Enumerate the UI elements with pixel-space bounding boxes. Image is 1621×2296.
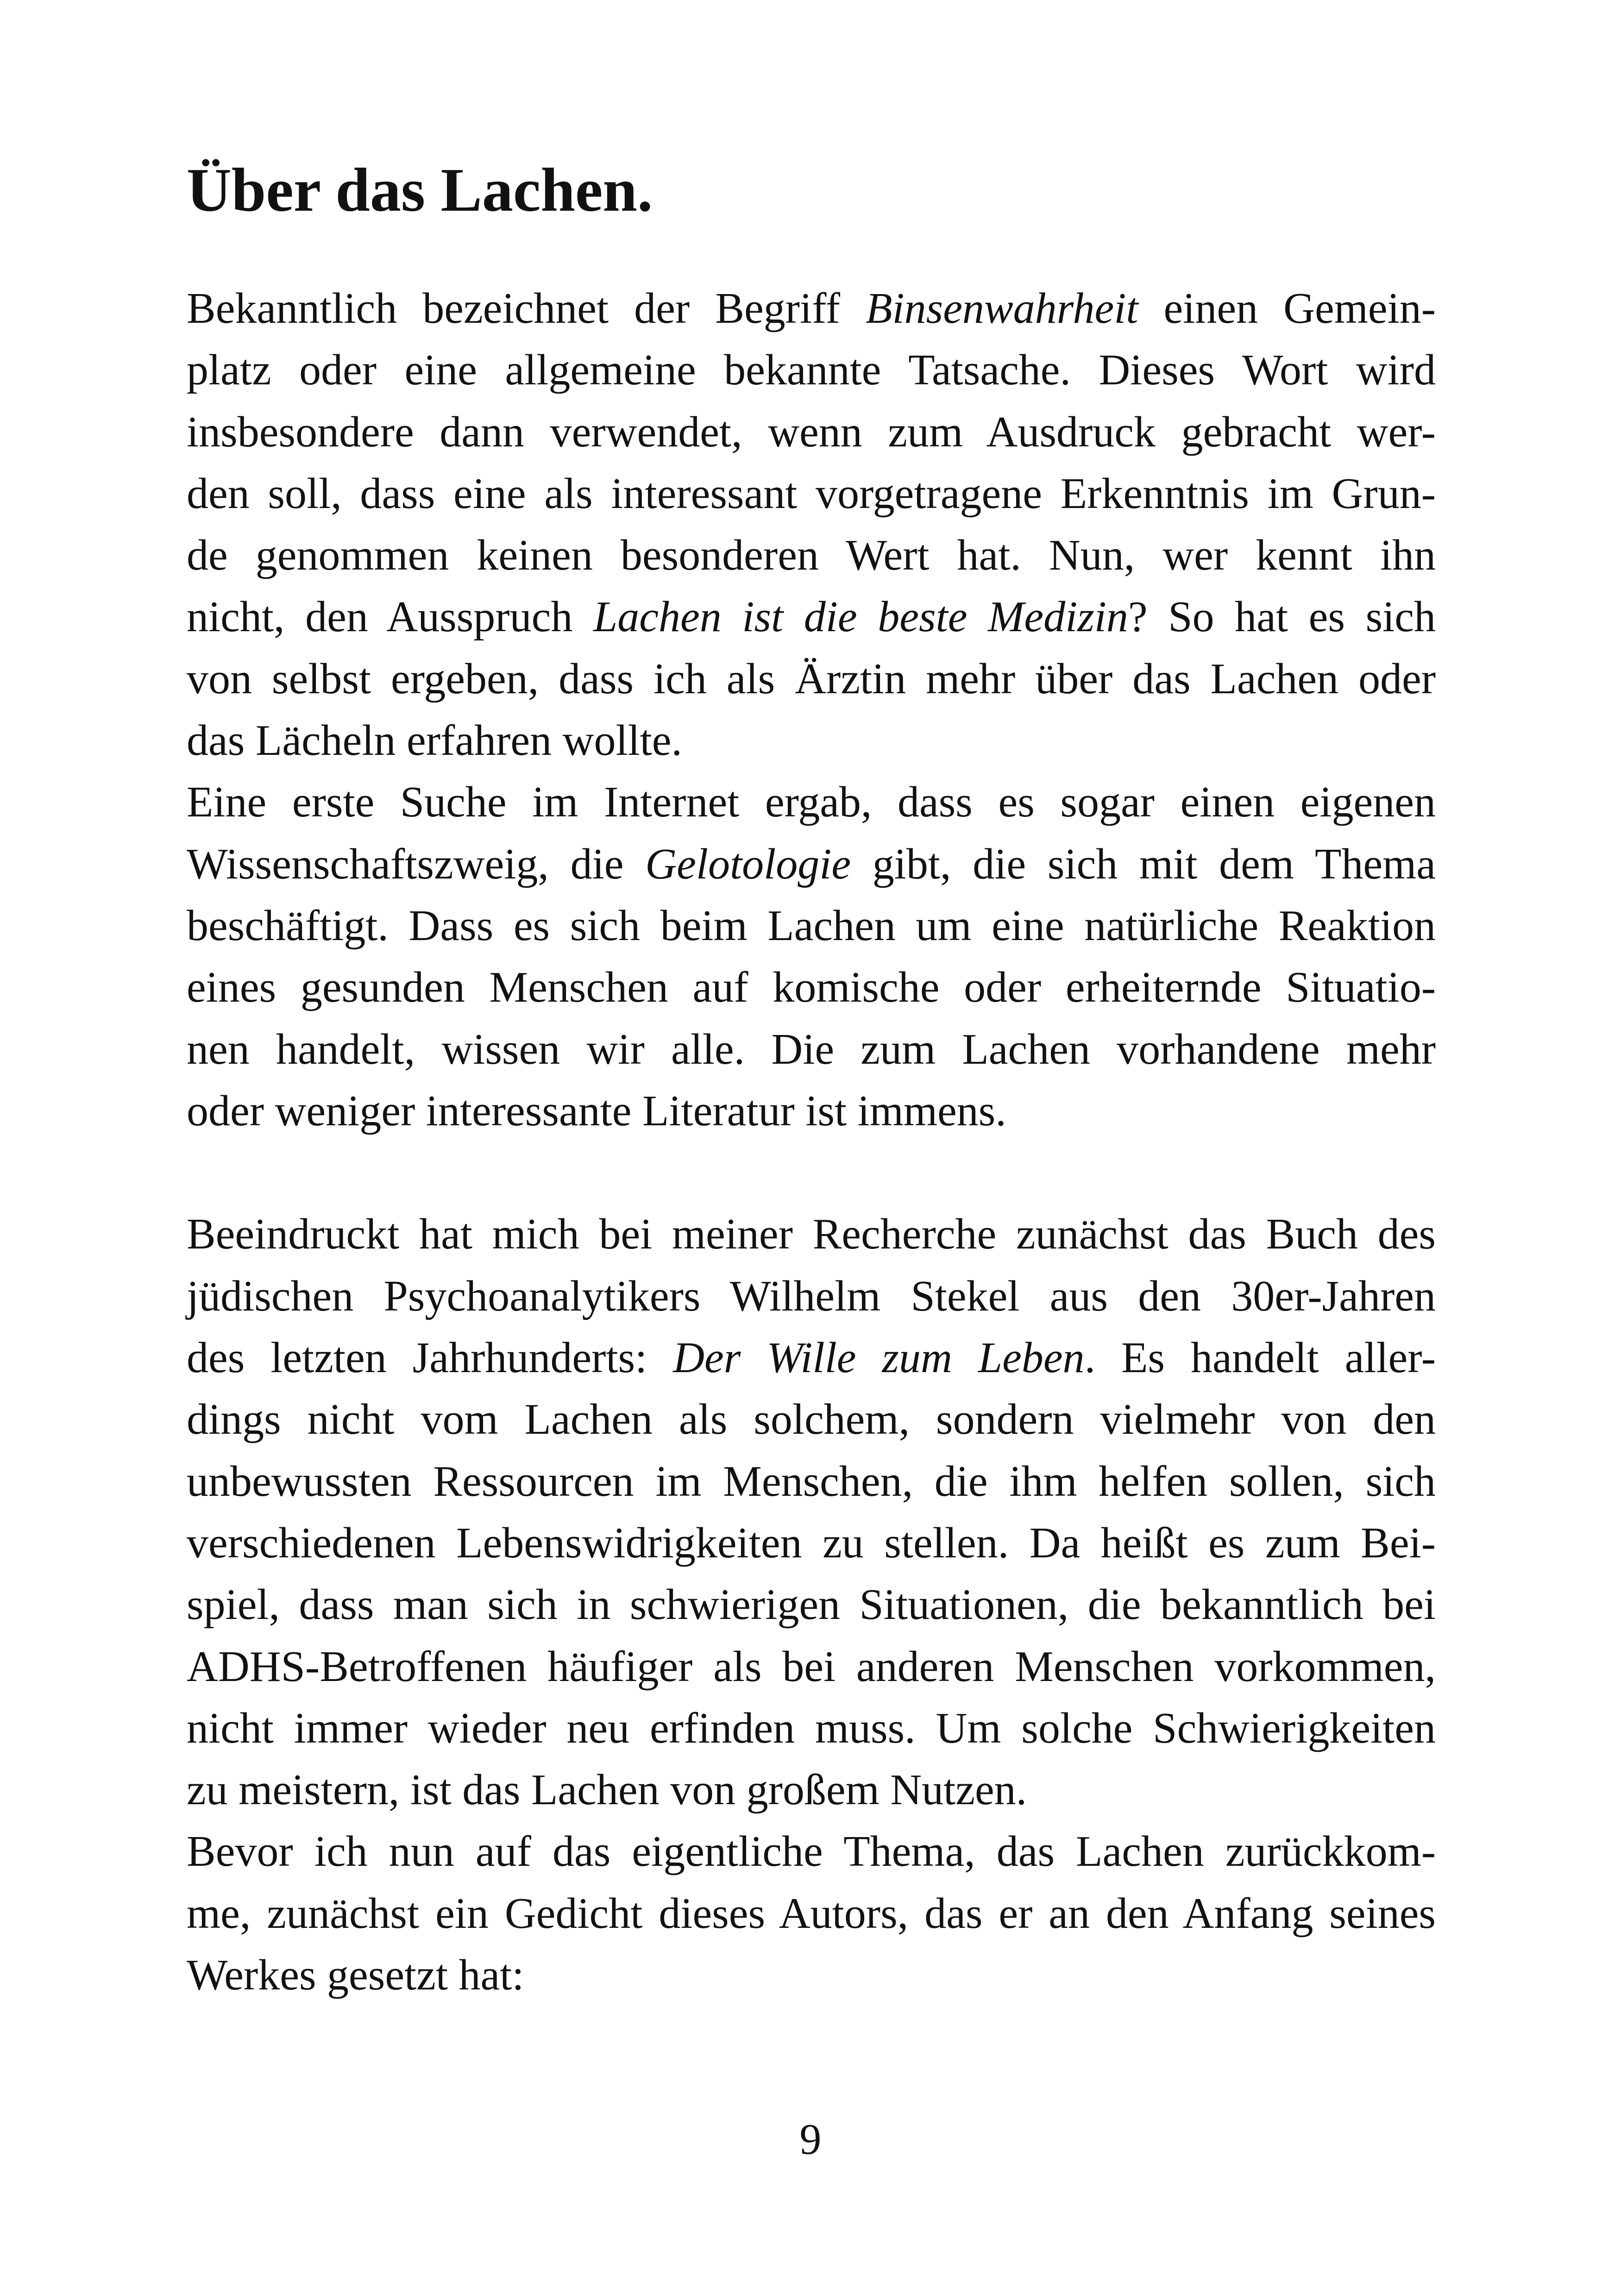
text-run: . Es handelt aller- xyxy=(1084,1334,1436,1382)
text-line xyxy=(187,1019,1436,1080)
text-run: den soll, dass eine als interessant vorgetragene Erkenntnis im Grun- xyxy=(187,469,1436,518)
italic-term: Binsenwahrheit xyxy=(866,284,1138,332)
text-run: oder weniger interessante Literatur ist immens. xyxy=(187,1086,1006,1135)
text-run: beschäftigt. Dass es sich beim Lachen um eine natürliche Reaktion xyxy=(187,901,1436,950)
page-title: Über das Lachen. xyxy=(187,156,653,224)
text-run: Werkes gesetzt hat: xyxy=(187,1951,524,2000)
text-line xyxy=(187,1636,1436,1698)
text-line xyxy=(187,278,1436,339)
text-run: Eine erste Suche im Internet ergab, dass es sogar einen eigenen xyxy=(187,778,1436,827)
text-line xyxy=(187,1204,1436,1265)
text-line xyxy=(187,1451,1436,1512)
text-line xyxy=(187,463,1436,525)
body-text xyxy=(187,278,1436,2006)
text-line xyxy=(187,401,1436,463)
text-line xyxy=(187,1080,1436,1142)
text-run: des letzten Jahrhunderts: xyxy=(187,1334,673,1382)
text-run: ? So hat es sich xyxy=(1128,593,1436,641)
italic-term: Lachen ist die beste Medizin xyxy=(593,593,1128,641)
text-run: unbewussten Ressourcen im Menschen, die ihm helfen sollen, sich xyxy=(187,1457,1436,1506)
text-run: dings nicht vom Lachen als solchem, sondern vielmehr von den xyxy=(187,1395,1436,1444)
text-line xyxy=(187,648,1436,710)
text-run: verschiedenen Lebenswidrigkeiten zu stellen. Da heißt es zum Bei- xyxy=(187,1518,1436,1567)
text-line xyxy=(187,1821,1436,1882)
text-line xyxy=(187,339,1436,401)
italic-term: Der Wille zum Leben xyxy=(673,1334,1085,1382)
text-line xyxy=(187,1883,1436,1945)
paragraph xyxy=(187,1204,1436,1821)
text-line xyxy=(187,1698,1436,1759)
text-run: spiel, dass man sich in schwierigen Situationen, die bekanntlich bei xyxy=(187,1581,1436,1629)
paragraph-gap xyxy=(187,1142,1436,1204)
text-run: einen Gemein- xyxy=(1138,284,1436,332)
text-run: zu meistern, ist das Lachen von großem Nutzen. xyxy=(187,1766,1027,1814)
text-run: nicht immer wieder neu erfinden muss. Um solche Schwierigkeiten xyxy=(187,1704,1436,1752)
text-run: nen handelt, wissen wir alle. Die zum Lachen vorhandene mehr xyxy=(187,1025,1436,1073)
text-line xyxy=(187,895,1436,957)
text-run: nicht, den Ausspruch xyxy=(187,593,593,641)
text-run: das Lächeln erfahren wollte. xyxy=(187,716,683,765)
text-line xyxy=(187,957,1436,1018)
paragraph xyxy=(187,278,1436,772)
text-run: ADHS-Betroffenen häufiger als bei anderen Menschen vorkommen, xyxy=(187,1642,1436,1691)
text-line xyxy=(187,1574,1436,1636)
text-line xyxy=(187,1266,1436,1327)
page-number: 9 xyxy=(799,2115,822,2164)
text-run: Beeindruckt hat mich bei meiner Recherche zunächst das Buch des xyxy=(187,1210,1436,1259)
text-run: gibt, die sich mit dem Thema xyxy=(851,840,1436,888)
text-run: eines gesunden Menschen auf komische oder erheiternde Situatio- xyxy=(187,963,1436,1012)
text-line xyxy=(187,586,1436,648)
text-run: Wissenschaftszweig, die xyxy=(187,840,646,888)
text-run: insbesondere dann verwendet, wenn zum Ausdruck gebracht wer- xyxy=(187,408,1436,456)
text-line xyxy=(187,525,1436,586)
text-line xyxy=(187,1389,1436,1450)
text-line xyxy=(187,1945,1436,2006)
text-run: platz oder eine allgemeine bekannte Tatsache. Dieses Wort wird xyxy=(187,346,1436,395)
text-line xyxy=(187,772,1436,833)
text-line xyxy=(187,710,1436,772)
text-line xyxy=(187,1512,1436,1574)
text-line xyxy=(187,1327,1436,1389)
text-run: von selbst ergeben, dass ich als Ärztin mehr über das Lachen oder xyxy=(187,654,1436,703)
text-run: Bekanntlich bezeichnet der Begriff xyxy=(187,284,866,332)
text-line xyxy=(187,1759,1436,1821)
text-run: jüdischen Psychoanalytikers Wilhelm Stekel aus den 30er-Jahren xyxy=(187,1272,1436,1320)
text-run: me, zunächst ein Gedicht dieses Autors, das er an den Anfang seines xyxy=(187,1889,1436,1938)
paragraph xyxy=(187,772,1436,1142)
text-line xyxy=(187,834,1436,895)
text-run: de genommen keinen besonderen Wert hat. Nun, wer kennt ihn xyxy=(187,531,1436,580)
text-run: Bevor ich nun auf das eigentliche Thema, das Lachen zurückkom- xyxy=(187,1827,1436,1876)
italic-term: Gelotologie xyxy=(645,840,851,888)
paragraph xyxy=(187,1821,1436,2006)
